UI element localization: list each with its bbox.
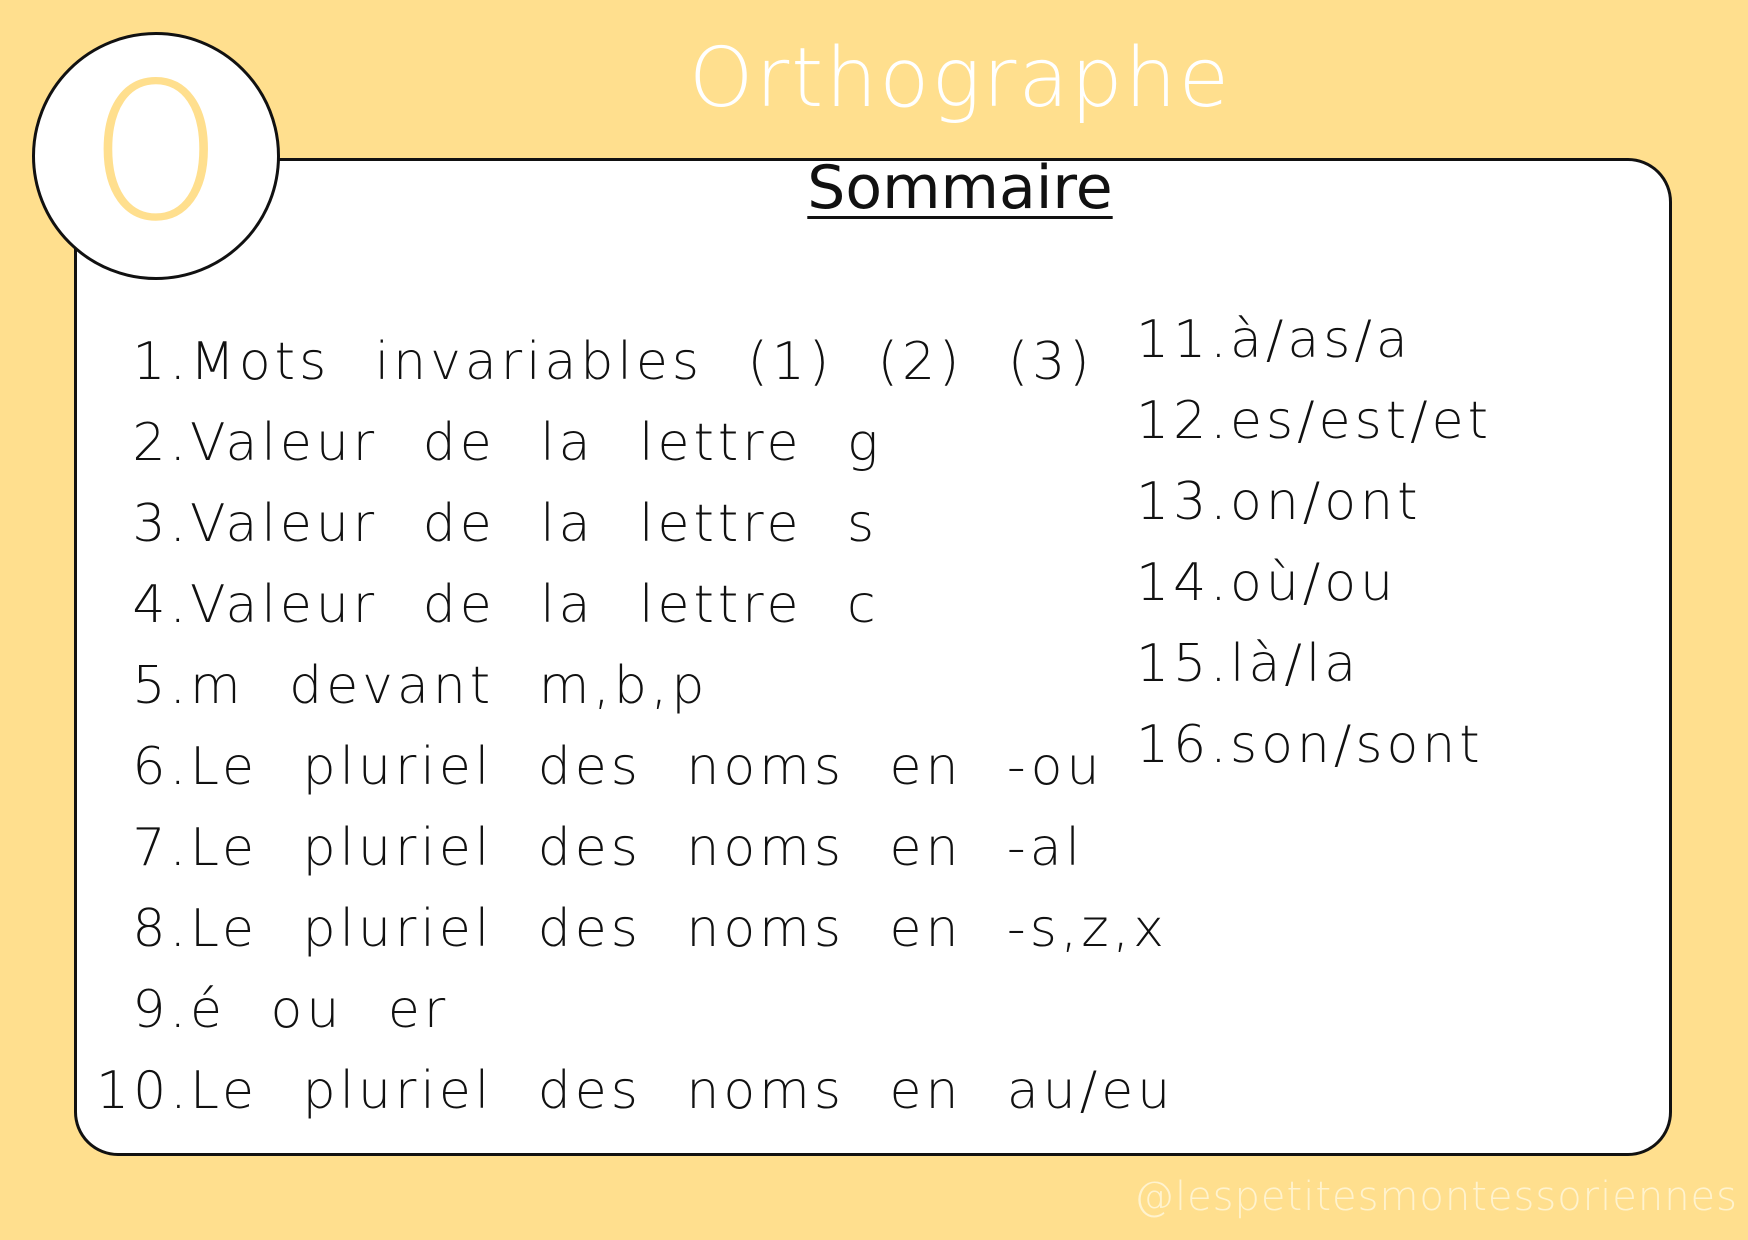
summary-item-9[interactable] (96, 970, 1174, 1051)
item-label: Le pluriel des noms en -ou (190, 737, 1104, 797)
item-label: m devant m,b,p (190, 656, 709, 716)
summary-item-13[interactable] (1136, 462, 1492, 543)
summary-item-11[interactable] (1136, 300, 1492, 381)
item-number: 2. (132, 413, 190, 473)
summary-title: Sommaire (807, 153, 1113, 223)
item-number: 13. (1136, 472, 1231, 532)
item-label: Valeur de la lettre c (190, 575, 880, 635)
item-number: 15. (1136, 634, 1231, 694)
item-label: é ou er (190, 980, 450, 1040)
item-label: Mots invariables (1) (2) (3) (190, 332, 1094, 392)
item-label: où/ou (1230, 553, 1398, 613)
summary-item-6[interactable] (96, 727, 1174, 808)
item-number: 16. (1136, 715, 1231, 775)
summary-item-8[interactable] (96, 889, 1174, 970)
summary-item-1[interactable] (96, 322, 1174, 403)
item-number: 3. (132, 494, 190, 554)
page-title: Orthographe (688, 31, 1232, 126)
item-number: 7. (132, 818, 190, 878)
item-number: 14. (1136, 553, 1231, 613)
summary-list-right (1136, 300, 1492, 786)
summary-item-7[interactable] (96, 808, 1174, 889)
item-label: Le pluriel des noms en -s,z,x (190, 899, 1168, 959)
author-credit: @lespetitesmontessoriennes (1133, 1174, 1738, 1220)
summary-item-15[interactable] (1136, 624, 1492, 705)
item-label: on/ont (1230, 472, 1422, 532)
item-number: 5. (132, 656, 190, 716)
item-label: Valeur de la lettre g (190, 413, 883, 473)
item-number: 12. (1136, 391, 1231, 451)
summary-item-10[interactable] (96, 1051, 1174, 1132)
item-number: 10. (96, 1061, 191, 1121)
item-number: 1. (132, 332, 190, 392)
item-label: Le pluriel des noms en -al (190, 818, 1085, 878)
item-label: es/est/et (1230, 391, 1492, 451)
item-number: 9. (132, 980, 190, 1040)
item-label: Valeur de la lettre s (190, 494, 879, 554)
badge-letter: O (90, 42, 222, 263)
item-number: 4. (132, 575, 190, 635)
summary-item-16[interactable] (1136, 705, 1492, 786)
summary-item-12[interactable] (1136, 381, 1492, 462)
summary-item-2[interactable] (96, 403, 1174, 484)
item-label: là/la (1230, 634, 1361, 694)
item-number: 6. (132, 737, 190, 797)
item-number: 8. (132, 899, 190, 959)
item-number: 11. (1136, 310, 1231, 370)
summary-list-left (96, 322, 1174, 1132)
item-label: son/sont (1230, 715, 1484, 775)
summary-item-4[interactable] (96, 565, 1174, 646)
item-label: à/as/a (1230, 310, 1412, 370)
summary-item-14[interactable] (1136, 543, 1492, 624)
section-badge (32, 32, 280, 280)
item-label: Le pluriel des noms en au/eu (190, 1061, 1175, 1121)
summary-item-5[interactable] (96, 646, 1174, 727)
summary-item-3[interactable] (96, 484, 1174, 565)
